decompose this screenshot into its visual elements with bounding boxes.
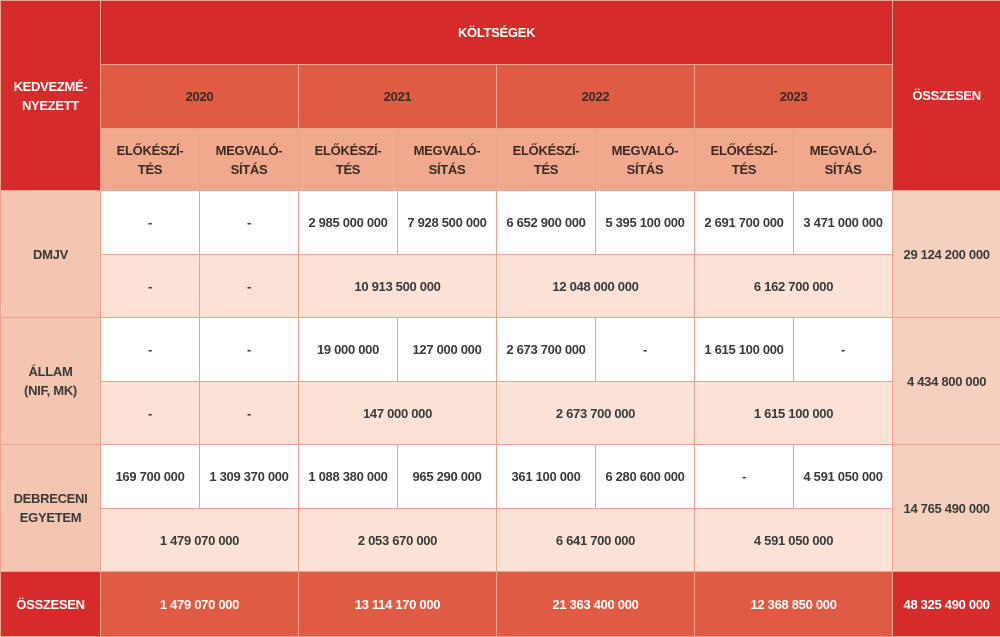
cell-de-2023-prep: - bbox=[695, 445, 794, 509]
total-allam: 4 434 800 000 bbox=[893, 318, 1000, 445]
table-row bbox=[1, 318, 1000, 382]
table-row bbox=[1, 445, 1000, 509]
summary-label: ÖSSZESEN bbox=[1, 572, 101, 637]
year-2021-header: 2021 bbox=[299, 65, 497, 129]
cell-dmjv-2021-impl: 7 928 500 000 bbox=[398, 191, 497, 255]
year-2020-header: 2020 bbox=[101, 65, 299, 129]
table-row bbox=[1, 191, 1000, 255]
sum-de-2021: 2 053 670 000 bbox=[299, 509, 497, 572]
cell-dmjv-2023-prep: 2 691 700 000 bbox=[695, 191, 794, 255]
costs-header-label: KÖLTSÉGEK bbox=[458, 25, 535, 40]
impl-header-2020: MEGVALÓ- SÍTÁS bbox=[200, 129, 299, 191]
costs-header bbox=[101, 1, 893, 65]
sum-de-2023: 4 591 050 000 bbox=[695, 509, 893, 572]
row-label-allam: ÁLLAM (NIF, MK) bbox=[1, 318, 101, 445]
cell-allam-2022-impl: - bbox=[596, 318, 695, 382]
cell-allam-2022-prep: 2 673 700 000 bbox=[497, 318, 596, 382]
prep-header-2020: ELŐKÉSZÍ- TÉS bbox=[101, 129, 200, 191]
table-row bbox=[1, 509, 1000, 572]
cell-de-2023-impl: 4 591 050 000 bbox=[794, 445, 893, 509]
cell-de-2021-prep: 1 088 380 000 bbox=[299, 445, 398, 509]
cell-dmjv-2020-prep: - bbox=[101, 191, 200, 255]
cell-allam-2023-prep: 1 615 100 000 bbox=[695, 318, 794, 382]
sum-allam-2021: 147 000 000 bbox=[299, 382, 497, 445]
year-2022-header: 2022 bbox=[497, 65, 695, 129]
sum-allam-2020-prep: - bbox=[101, 382, 200, 445]
cell-allam-2020-prep: - bbox=[101, 318, 200, 382]
sum-dmjv-2020-impl: - bbox=[200, 255, 299, 318]
summary-2020: 1 479 070 000 bbox=[101, 572, 299, 637]
impl-header-2023: MEGVALÓ- SÍTÁS bbox=[794, 129, 893, 191]
sum-dmjv-2023: 6 162 700 000 bbox=[695, 255, 893, 318]
prep-header-2022: ELŐKÉSZÍ- TÉS bbox=[497, 129, 596, 191]
summary-2021: 13 114 170 000 bbox=[299, 572, 497, 637]
prep-header-2021: ELŐKÉSZÍ- TÉS bbox=[299, 129, 398, 191]
row-label-de: DEBRECENI EGYETEM bbox=[1, 445, 101, 572]
cell-de-2022-prep: 361 100 000 bbox=[497, 445, 596, 509]
sum-de-2022: 6 641 700 000 bbox=[497, 509, 695, 572]
sum-allam-2020-impl: - bbox=[200, 382, 299, 445]
cell-de-2020-impl: 1 309 370 000 bbox=[200, 445, 299, 509]
beneficiary-header bbox=[1, 1, 101, 191]
cell-de-2022-impl: 6 280 600 000 bbox=[596, 445, 695, 509]
impl-header-2021: MEGVALÓ- SÍTÁS bbox=[398, 129, 497, 191]
total-dmjv: 29 124 200 000 bbox=[893, 191, 1000, 318]
total-de: 14 765 490 000 bbox=[893, 445, 1000, 572]
summary-2022: 21 363 400 000 bbox=[497, 572, 695, 637]
cell-dmjv-2021-prep: 2 985 000 000 bbox=[299, 191, 398, 255]
cell-de-2020-prep: 169 700 000 bbox=[101, 445, 200, 509]
grand-total: 48 325 490 000 bbox=[893, 572, 1000, 637]
year-2023-header: 2023 bbox=[695, 65, 893, 129]
row-label-dmjv: DMJV bbox=[1, 191, 101, 318]
prep-header-2023: ELŐKÉSZÍ- TÉS bbox=[695, 129, 794, 191]
cell-dmjv-2020-impl: - bbox=[200, 191, 299, 255]
impl-header-2022: MEGVALÓ- SÍTÁS bbox=[596, 129, 695, 191]
cell-allam-2020-impl: - bbox=[200, 318, 299, 382]
sum-allam-2023: 1 615 100 000 bbox=[695, 382, 893, 445]
sum-allam-2022: 2 673 700 000 bbox=[497, 382, 695, 445]
cell-dmjv-2022-prep: 6 652 900 000 bbox=[497, 191, 596, 255]
total-header bbox=[893, 1, 1000, 191]
cell-allam-2023-impl: - bbox=[794, 318, 893, 382]
beneficiary-header-label: KEDVEZMÉ- NYEZETT bbox=[14, 79, 88, 113]
sum-dmjv-2021: 10 913 500 000 bbox=[299, 255, 497, 318]
table-row bbox=[1, 382, 1000, 445]
cell-allam-2021-prep: 19 000 000 bbox=[299, 318, 398, 382]
summary-row bbox=[1, 572, 1000, 637]
sum-de-2020: 1 479 070 000 bbox=[101, 509, 299, 572]
cell-allam-2021-impl: 127 000 000 bbox=[398, 318, 497, 382]
summary-2023: 12 368 850 000 bbox=[695, 572, 893, 637]
cell-de-2021-impl: 965 290 000 bbox=[398, 445, 497, 509]
sum-dmjv-2020-prep: - bbox=[101, 255, 200, 318]
table-row bbox=[1, 255, 1000, 318]
total-header-label: ÖSSZESEN bbox=[912, 88, 980, 103]
cell-dmjv-2022-impl: 5 395 100 000 bbox=[596, 191, 695, 255]
sum-dmjv-2022: 12 048 000 000 bbox=[497, 255, 695, 318]
cell-dmjv-2023-impl: 3 471 000 000 bbox=[794, 191, 893, 255]
